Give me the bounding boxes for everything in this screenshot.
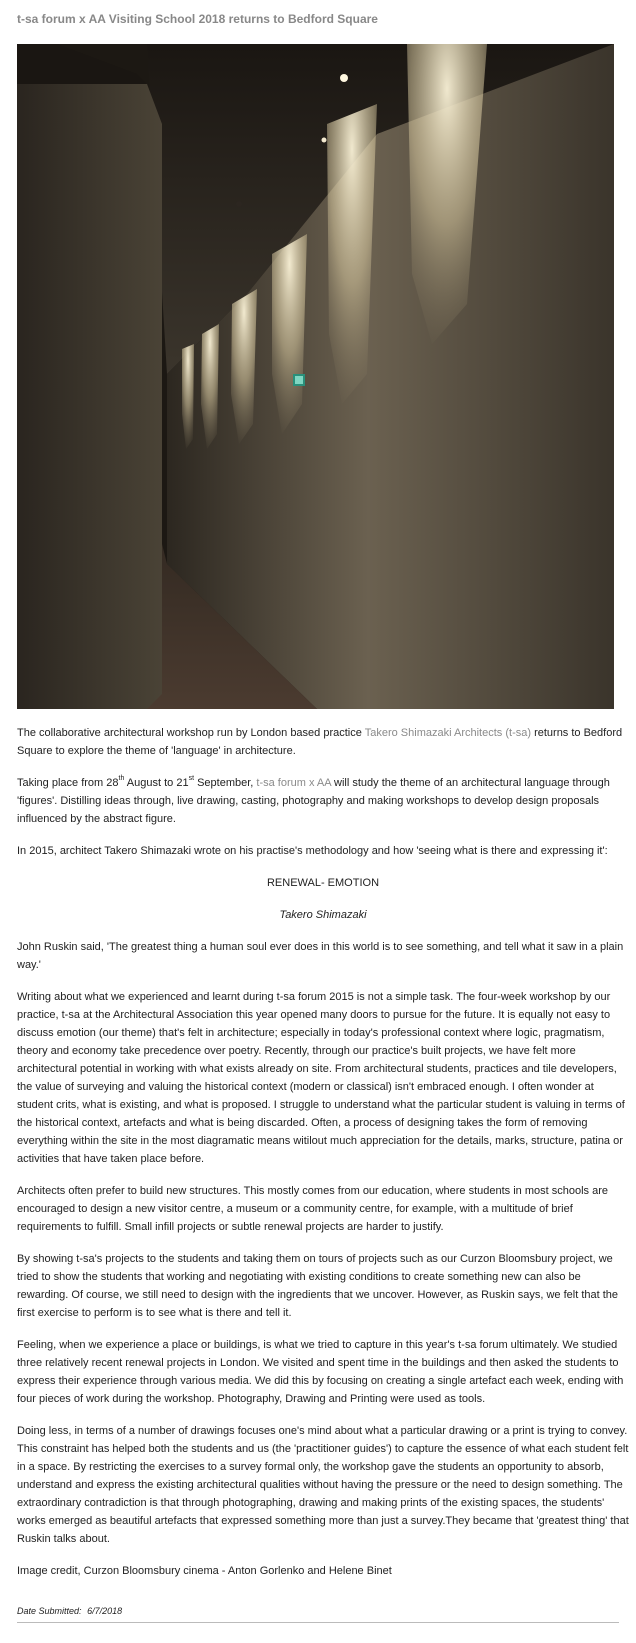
essay-paragraph-2: Architects often prefer to build new structures. This mostly comes from our education, where students in most schools are encouraged to design a new visitor centre, a museum or a community centre, for example, with a multitude of brief requirements to fulfill. Small infill projects or subtle renewal projects are harder to justify.	[17, 1185, 609, 1233]
dates-text-1: Taking place from 28	[17, 777, 119, 789]
image-credit: Image credit, Curzon Bloomsbury cinema - Anton Gorlenko and Helene Binet	[17, 1565, 392, 1577]
corridor-photo	[17, 44, 614, 709]
date-submitted	[17, 1606, 619, 1623]
essay-paragraph-5: Doing less, in terms of a number of drawings focuses one's mind about what a particular drawing or a print is trying to convey. This constraint has helped both the students and us (the 'practitioner guides') to capture the essence of what each student felt in a space. By restricting the exercises to a survey formal only, the workshop gave the students an opportunity to absorb, understand and express the existing architectural qualities without having the pressure or the need to design something. The extraordinary contradiction is that through photographing, drawing and making prints of the existing spaces, the students' works emerged as beautiful artefacts that expressed something more than just a survey.They became that 'greatest thing' that Ruskin talks about.	[17, 1425, 629, 1545]
intro-text-after: returns to Bedford Square to explore the theme of 'language' in architecture.	[17, 727, 623, 757]
date-submitted-label: Date Submitted:	[17, 1606, 82, 1616]
dates-sup-1: th	[118, 775, 125, 783]
methodology-paragraph: In 2015, architect Takero Shimazaki wrote on his practise's methodology and how 'seeing what is there and expressing it':	[17, 845, 608, 857]
dates-text-3: September,	[194, 777, 257, 789]
essay-heading: RENEWAL- EMOTION	[266, 877, 380, 889]
essay-paragraph-1: Writing about what we experienced and learnt during t-sa forum 2015 is not a simple task. The four-week workshop by our practice, t-sa at the Architectural Association this year opened many doors to pursue for the future. It is equally not easy to discuss emotion (our theme) that's felt in architecture; especially in today's professional context where logic, pragmatism, theory and economy take precedence over poetry. Recently, through our practice's built projects, we have felt more architectural potential in working with what exists already on site. From architectural students, practices and tile developers, the value of surveying and valuing the historical context (modern or classical) isn't embraced enough. I often wonder at student crits, what is existing, and what is proposed. I struggle to understand what the particular student is valuing in terms of the historical context, artefacts and what is being discarded. Often, a process of designing takes the form of removing everything within the site in the most diagramatic means witilout much appreciation for the details, marks, structure, patina or activities that have taken place before.	[17, 991, 625, 1165]
dates-text-4: will study the theme of an architectural language through 'figures'. Distilling ideas through, live drawing, casting, photography and making workshops to develop design proposals influenced by the abstract figure.	[17, 777, 610, 825]
t-sa-link[interactable]: Takero Shimazaki Architects (t-sa)	[364, 727, 532, 739]
t-sa-forum-link[interactable]: t-sa forum x AA	[256, 777, 331, 789]
essay-paragraph-3: By showing t-sa's projects to the students and taking them on tours of projects such as our Curzon Bloomsbury project, we tried to show the students that working and negotiating with existing conditions to create something new can also be rewarding. Of course, we still need to design with the ingredients that we uncover. However, as Ruskin says, we felt that the first exercise to perform is to see what is there and tell it.	[17, 1253, 619, 1319]
dates-sup-2: st	[188, 775, 195, 783]
ruskin-paragraph: John Ruskin said, 'The greatest thing a human soul ever does in this world is to see something, and tell what it saw in a plain way.'	[17, 941, 624, 971]
corridor-photo-svg	[17, 44, 614, 709]
intro-paragraph	[17, 724, 629, 760]
dates-paragraph	[17, 774, 629, 828]
intro-text-before: The collaborative architectural workshop run by London based practice	[17, 727, 365, 739]
dates-text-2: August to 21	[124, 777, 189, 789]
article-title: t-sa forum x AA Visiting School 2018 returns to Bedford Square	[17, 12, 378, 26]
essay-author: Takero Shimazaki	[279, 909, 367, 921]
date-submitted-value: 6/7/2018	[87, 1606, 123, 1616]
essay-paragraph-4: Feeling, when we experience a place or buildings, is what we tried to capture in this year's t-sa forum ultimately. We studied three relatively recent renewal projects in London. We visited and spent time in the buildings and then asked the students to express their experience through various media. We did this by focusing on creating a single artefact each week, ending with four pieces of work during the workshop. Photography, Drawing and Printing were used as tools.	[17, 1339, 624, 1405]
article-body	[17, 724, 629, 1594]
